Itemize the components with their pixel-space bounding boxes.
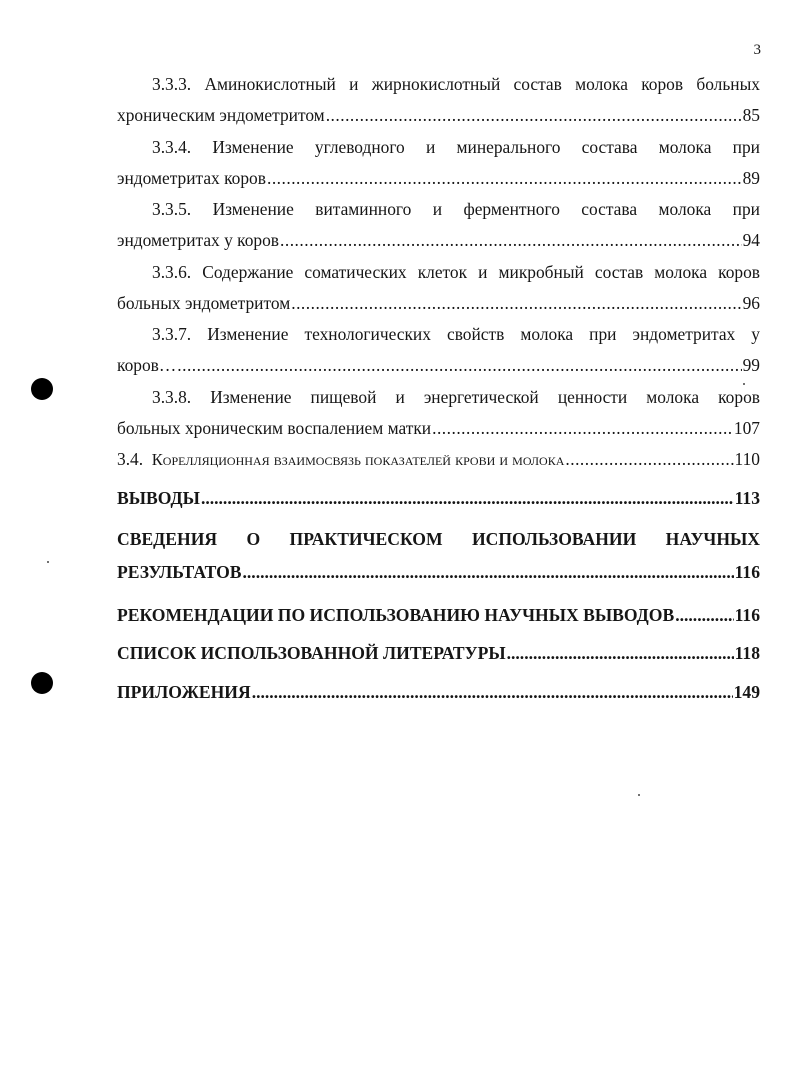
dot-leader [507,634,734,673]
toc-entry-appendices[interactable] [117,673,760,712]
table-of-contents [117,69,760,711]
toc-page-number: 118 [734,643,760,663]
toc-entry-title: ВЫВОДЫ [117,488,200,508]
toc-page-number: 113 [734,488,760,508]
toc-page-number: 94 [742,230,760,250]
toc-entry-first-line: 3.3.6. Содержание соматических клеток и микробный состав молока коров [152,261,760,282]
toc-entry-last-line: коров… ..... 99 [117,350,760,381]
toc-entry-3-3-8[interactable] [117,382,760,444]
toc-entry-3-3-6[interactable] [117,257,760,319]
toc-entry-title: ПРИЛОЖЕНИЯ [117,681,251,702]
toc-entry-recommendations[interactable] [117,596,760,635]
dot-leader [565,444,733,475]
dot-leader [675,596,733,635]
binder-hole-top [31,378,53,400]
toc-page-number: 89 [742,167,760,188]
binder-hole-bottom [31,672,53,694]
toc-entry-title: Корелляционная взаимосвязь показателей крови и молока [151,450,565,469]
toc-entry-last-line: эндометритах у коров ..... 94 [117,225,760,256]
toc-entry-last-line: больных хроническим воспалением матки ..... 107 [117,413,760,444]
dot-leader [267,163,742,194]
dot-leader [177,350,741,381]
toc-entry-title: РЕКОМЕНДАЦИИ ПО ИСПОЛЬЗОВАНИЮ НАУЧНЫХ ВЫВОДОВ [117,604,675,625]
toc-entry-last-line: хроническим эндометритом ..... 85 [117,100,760,131]
toc-entry-practical-use[interactable] [117,524,760,588]
dot-leader [243,557,734,588]
toc-entry-first-line: СВЕДЕНИЯ О ПРАКТИЧЕСКОМ ИСПОЛЬЗОВАНИИ НАУЧНЫХ [117,528,760,549]
toc-entry-3-4[interactable] [117,444,760,475]
toc-page-number: 99 [742,355,760,375]
page-number: 3 [753,42,761,58]
toc-entry-3-3-4[interactable] [117,132,760,194]
toc-entry-conclusions[interactable] [117,479,760,518]
toc-entry-3-3-7[interactable] [117,319,760,381]
toc-page-number: 116 [734,561,760,582]
toc-entry-last-line: эндометритах коров ..... 89 [117,163,760,194]
toc-entry-number: 3.4. [117,449,144,469]
scan-speck [638,794,640,796]
toc-page-number: 116 [734,604,760,625]
toc-entry-last-line: РЕЗУЛЬТАТОВ ..... 116 [117,557,760,588]
dot-leader [291,288,741,319]
dot-leader [326,100,742,131]
toc-entry-first-line: 3.3.3. Аминокислотный и жирнокислотный состав молока коров больных [152,74,760,94]
toc-entry-title: СПИСОК ИСПОЛЬЗОВАННОЙ ЛИТЕРАТУРЫ [117,643,506,663]
toc-page-number: 149 [733,681,760,702]
toc-entry-first-line: 3.3.5. Изменение витаминного и ферментного состава молока при [152,199,760,219]
dot-leader [432,413,733,444]
scan-speck [47,561,49,563]
toc-page-number: 85 [742,105,760,125]
toc-page-number: 107 [733,417,760,438]
dot-leader [201,479,734,518]
toc-entry-last-line: больных эндометритом ..... 96 [117,288,760,319]
dot-leader [252,673,733,712]
toc-entry-first-line: 3.3.4. Изменение углеводного и минерального состава молока при [152,136,760,157]
toc-entry-references[interactable] [117,634,760,673]
toc-page-number: 110 [734,449,760,469]
toc-entry-first-line: 3.3.7. Изменение технологических свойств молока при эндометритах у [152,324,760,344]
dot-leader [280,225,742,256]
toc-entry-first-line: 3.3.8. Изменение пищевой и энергетической ценности молока коров [152,386,760,407]
toc-entry-3-3-3[interactable] [117,69,760,131]
toc-entry-3-3-5[interactable] [117,194,760,256]
toc-page-number: 96 [742,292,760,313]
